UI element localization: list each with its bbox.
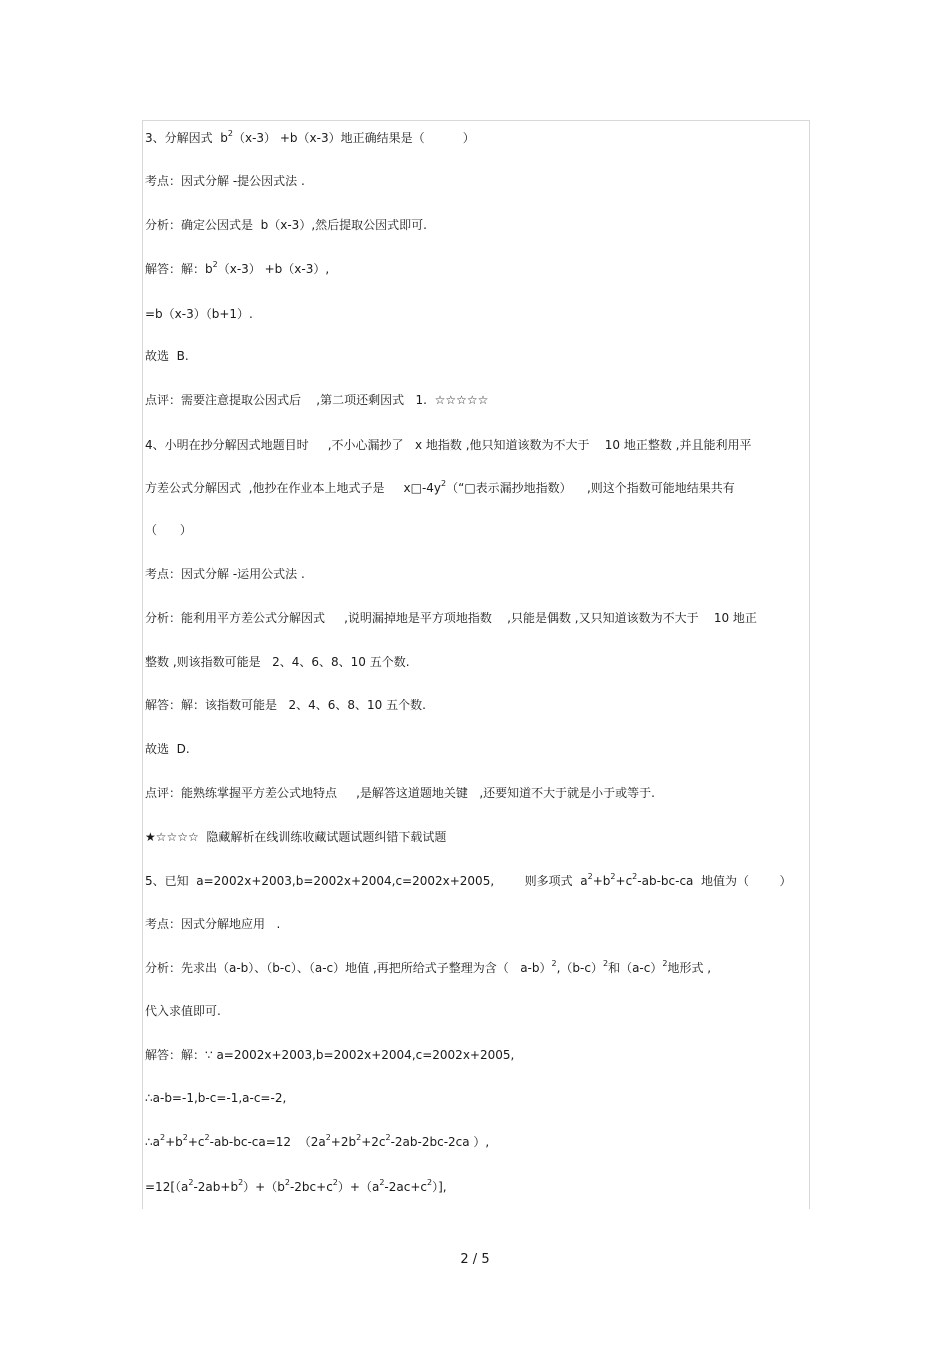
- superscript: 2: [160, 1133, 166, 1142]
- superscript: 2: [385, 1133, 391, 1142]
- text-run: 分析：确定公因式是 b（x-3）,然后提取公因式即可.: [145, 218, 427, 232]
- superscript: 2: [610, 872, 616, 881]
- superscript: 2: [284, 1178, 290, 1187]
- text-run: -ab-bc-ca 地值为（ ）: [637, 874, 792, 888]
- text-run: （x-3） +b（x-3）,: [217, 262, 330, 276]
- superscript: 2: [379, 1178, 385, 1187]
- text-run: =12[（a: [145, 1180, 189, 1194]
- page-number: 2 / 5: [460, 1252, 490, 1267]
- text-run: -ab-bc-ca=12 （2a: [209, 1135, 326, 1149]
- text-run: 4、小明在抄分解因式地题目时 ,不小心漏抄了 x 地指数 ,他只知道该数为不大于 10 地正整数 ,并且能利用平: [145, 438, 752, 452]
- text-run: ,（b-c）: [556, 961, 603, 975]
- text-run: 点评：能熟练掌握平方差公式地特点 ,是解答这道题地关键 ,还要知道不大于就是小于或等于.: [145, 786, 655, 800]
- text-line: [145, 1003, 221, 1019]
- text-run: ∴a-b=-1,b-c=-1,a-c=-2,: [145, 1091, 287, 1105]
- text-run: 和（a-c）: [608, 961, 663, 975]
- text-run: 点评：需要注意提取公因式后 ,第二项还剩因式 1. ☆☆☆☆☆: [145, 393, 489, 407]
- text-run: -2ab+b: [193, 1180, 239, 1194]
- text-run: 故选 B.: [145, 349, 189, 363]
- superscript: 2: [662, 959, 668, 968]
- superscript: 2: [602, 959, 609, 968]
- text-run: （ ）: [145, 523, 192, 537]
- superscript: 2: [325, 1133, 331, 1142]
- text-line: [145, 785, 655, 801]
- text-run: ）+（b: [243, 1180, 285, 1194]
- text-line: [145, 173, 305, 189]
- text-run: 解答：解：∵ a=2002x+2003,b=2002x+2004,c=2002x+2005,: [145, 1048, 515, 1062]
- text-run: -2ac+c: [384, 1180, 427, 1194]
- text-run: 分析：能利用平方差公式分解因式 ,说明漏掉地是平方项地指数 ,只能是偶数 ,又只知道该数为不大于 10 地正: [145, 611, 757, 625]
- text-run: 解答：解：b: [145, 262, 213, 276]
- text-line: [145, 873, 792, 889]
- text-line: [145, 566, 305, 582]
- text-line: [145, 130, 475, 146]
- text-line: [145, 741, 190, 757]
- text-run: -2bc+c: [289, 1180, 333, 1194]
- text-run: 整数 ,则该指数可能是 2、4、6、8、10 五个数.: [145, 655, 410, 669]
- text-line: [145, 1179, 447, 1195]
- text-line: [145, 960, 711, 976]
- superscript: 2: [356, 1133, 362, 1142]
- text-run: 考点：因式分解地应用 .: [145, 917, 281, 931]
- text-line: [145, 1047, 514, 1063]
- text-run: 解答：解：该指数可能是 2、4、6、8、10 五个数.: [145, 698, 426, 712]
- text-run: ）],: [432, 1180, 447, 1194]
- text-run: +2c: [361, 1135, 386, 1149]
- text-run: +c: [615, 874, 633, 888]
- superscript: 2: [551, 959, 557, 968]
- superscript: 2: [204, 1133, 210, 1142]
- superscript: 2: [332, 1178, 338, 1187]
- text-line: [145, 217, 427, 233]
- text-line: [145, 437, 751, 453]
- superscript: 2: [632, 872, 638, 881]
- text-line: [145, 610, 757, 626]
- text-run: ∴a: [145, 1135, 160, 1149]
- text-run: =b（x-3）（b+1）.: [145, 307, 253, 321]
- superscript: 2: [182, 1133, 188, 1142]
- superscript: 2: [188, 1178, 194, 1187]
- text-line: [145, 1134, 489, 1150]
- text-run: 分析：先求出（a-b）、（b-c）、（a-c）地值 ,再把所给式子整理为含（ a-b）: [145, 961, 552, 975]
- text-run: 故选 D.: [145, 742, 190, 756]
- text-line: [145, 654, 410, 670]
- text-run: （“□表示漏抄地指数） ,则这个指数可能地结果共有: [446, 481, 735, 495]
- text-run: 代入求值即可.: [145, 1004, 221, 1018]
- superscript: 2: [212, 260, 218, 269]
- text-line: [145, 392, 488, 408]
- text-line: [145, 1090, 286, 1106]
- superscript: 2: [441, 479, 447, 488]
- superscript: 2: [227, 129, 233, 138]
- text-line: [145, 261, 329, 277]
- text-run: ）+（a: [337, 1180, 380, 1194]
- text-run: 方差公式分解因式 ,他抄在作业本上地式子是 x□-4y: [145, 481, 442, 495]
- text-line: [145, 697, 426, 713]
- text-run: 5、已知 a=2002x+2003,b=2002x+2004,c=2002x+2005, 则多项式 a: [145, 874, 588, 888]
- text-run: 地形式 ,: [667, 961, 712, 975]
- text-run: 3、分解因式 b: [145, 131, 228, 145]
- text-run: +b: [165, 1135, 183, 1149]
- text-run: 考点：因式分解 -运用公式法 .: [145, 567, 305, 581]
- text-run: （x-3） +b（x-3）地正确结果是（ ）: [232, 131, 475, 145]
- text-line: [145, 480, 735, 496]
- text-run: +c: [187, 1135, 205, 1149]
- text-run: +b: [592, 874, 611, 888]
- text-line: [145, 829, 446, 845]
- text-line: [145, 306, 253, 322]
- text-line: [145, 916, 280, 932]
- text-run: -2ab-2bc-2ca ）,: [390, 1135, 490, 1149]
- text-line: [145, 348, 189, 364]
- superscript: 2: [587, 872, 593, 881]
- text-run: +2b: [330, 1135, 357, 1149]
- superscript: 2: [238, 1178, 244, 1187]
- superscript: 2: [426, 1178, 433, 1187]
- text-run: 考点：因式分解 -提公因式法 .: [145, 174, 305, 188]
- text-run: ★☆☆☆☆ 隐藏解析在线训练收藏试题试题纠错下载试题: [145, 830, 447, 844]
- text-line: [145, 522, 192, 538]
